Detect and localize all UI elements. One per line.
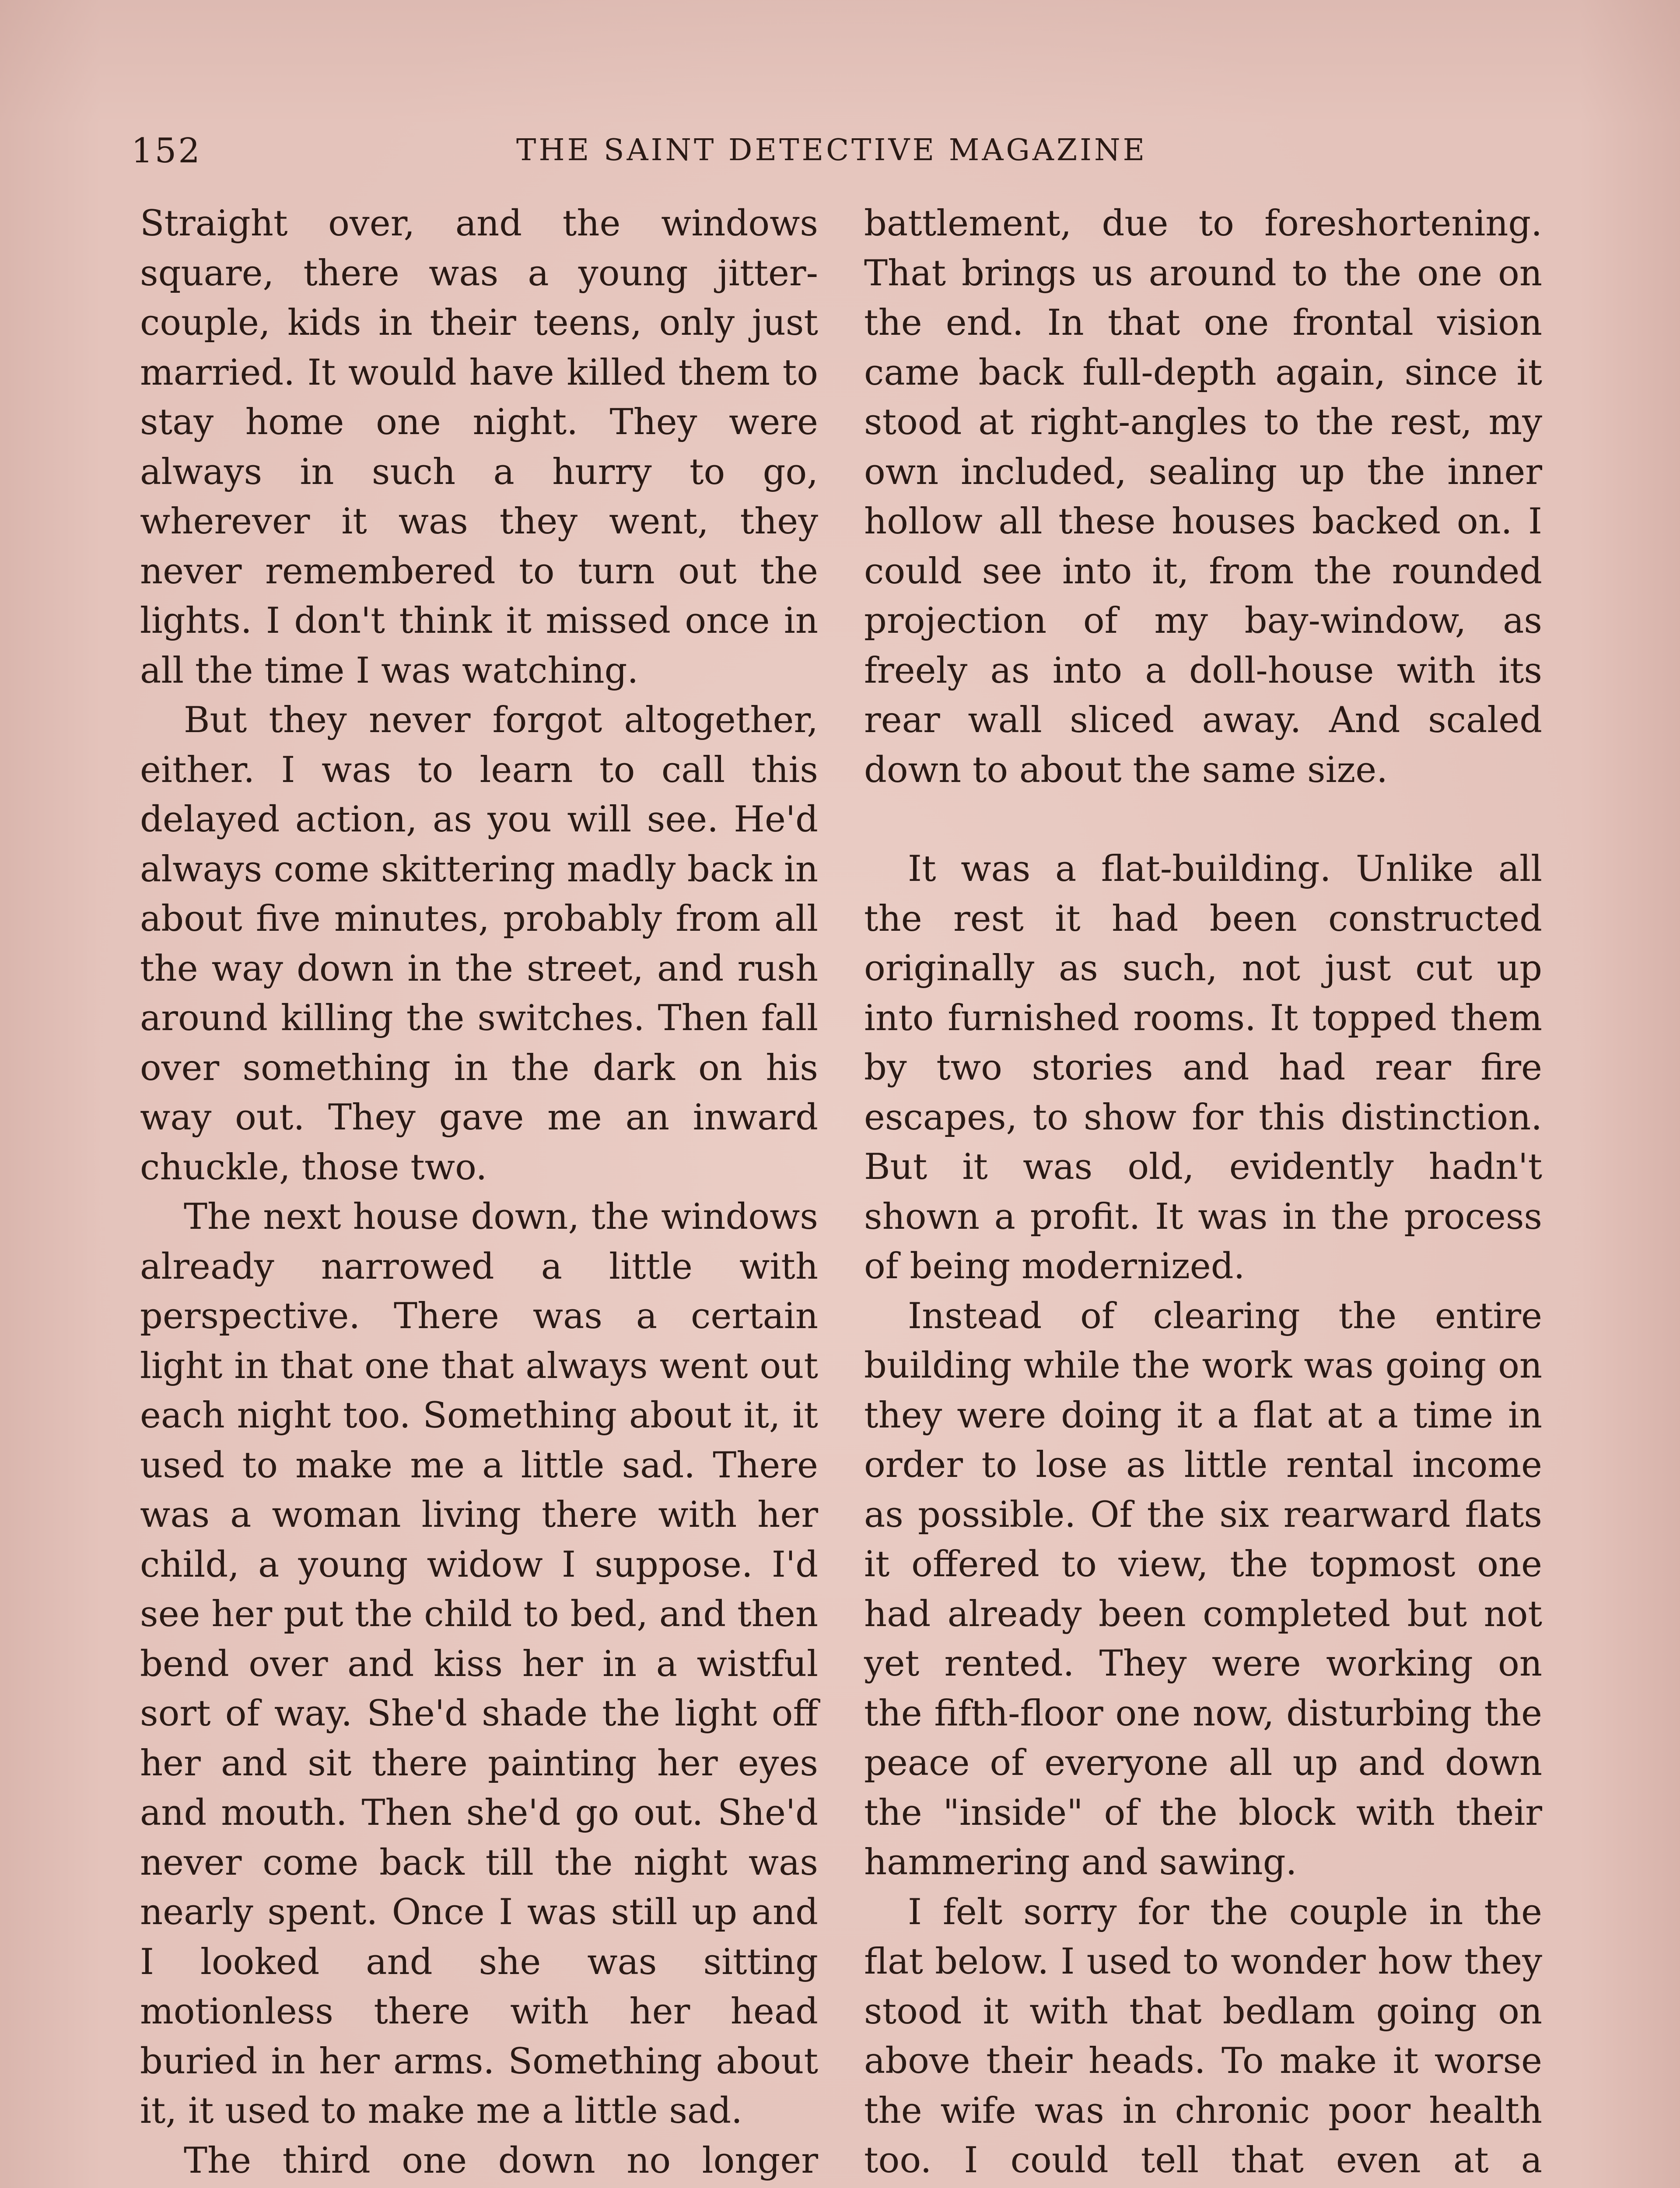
right-column	[864, 199, 1542, 2188]
page-number: 152	[131, 131, 202, 171]
paragraph: Instead of clearing the entire building while the work was going on they were doing it a flat at a time in order to lose as little rental income as possible. Of the six rearward flats it offered to view, the topmost one had already been completed but not yet rented. They were working on the fifth-floor one now, disturbing the peace of everyone all up and down the "inside" of the block with their hammering and sawing.	[864, 1295, 1542, 1883]
paragraph: It was a flat-building. Unlike all the rest it had been constructed originally as such, not just cut up into furnished rooms. It topped them by two stories and had rear fire escapes, to show for this distinction. But it was old, evidently hadn't shown a profit. It was in the process of being modernized.	[864, 849, 1542, 1287]
left-column	[140, 199, 818, 2188]
section-break	[864, 795, 1542, 845]
paragraph: The third one down no longer	[184, 2140, 818, 2181]
paragraph: Straight over, and the windows square, there was a young jitter-couple, kids in their teens, only just married. It would have killed them to stay home one night. They were always in such a hurry to go, wherever it was they went, they never remembered to turn out the lights. I don't think it missed once in all the time I was watching.	[140, 203, 818, 691]
paragraph: But they never forgot altogether, either. I was to learn to call this delayed action, as you will see. He'd always come skittering madly back in about five minutes, probably from all the way down in the street, and rush around killing the switches. Then fall over something in the dark on his way out. They gave me an inward chuckle, those two.	[140, 700, 818, 1188]
page-header	[131, 131, 1531, 179]
paragraph: battlement, due to foreshortening. That brings us around to the one on the end. In that one frontal vision came back full-depth again, since it stood at right-angles to the rest, my own included, sealing up the inner hollow all these houses backed on. I could see into it, from the rounded projection of my bay-window, as freely as into a doll-house with its rear wall sliced away. And scaled down to about the same size.	[864, 203, 1542, 791]
paragraph: I felt sorry for the couple in the flat below. I used to wonder how they stood it with that bedlam going on above their heads. To make it worse the wife was in chronic poor health too. I could tell that even at a	[864, 1891, 1542, 2181]
running-head-title: THE SAINT DETECTIVE MAGAZINE	[516, 133, 1148, 168]
paragraph: The next house down, the windows already narrowed a little with perspective. There was a certain light in that one that always went out each night too. Something about it, it used to make me a little sad. There was a woman living there with her child, a young widow I suppose. I'd see her put the child to bed, and then bend over and kiss her in a wistful sort of way. She'd shade the light off her and sit there painting her eyes and mouth. Then she'd go out. She'd never come back till the night was nearly spent. Once I was still up and I looked and she was sitting motionless there with her head buried in her arms. Something about it, it used to make me a little sad.	[140, 1196, 818, 2132]
